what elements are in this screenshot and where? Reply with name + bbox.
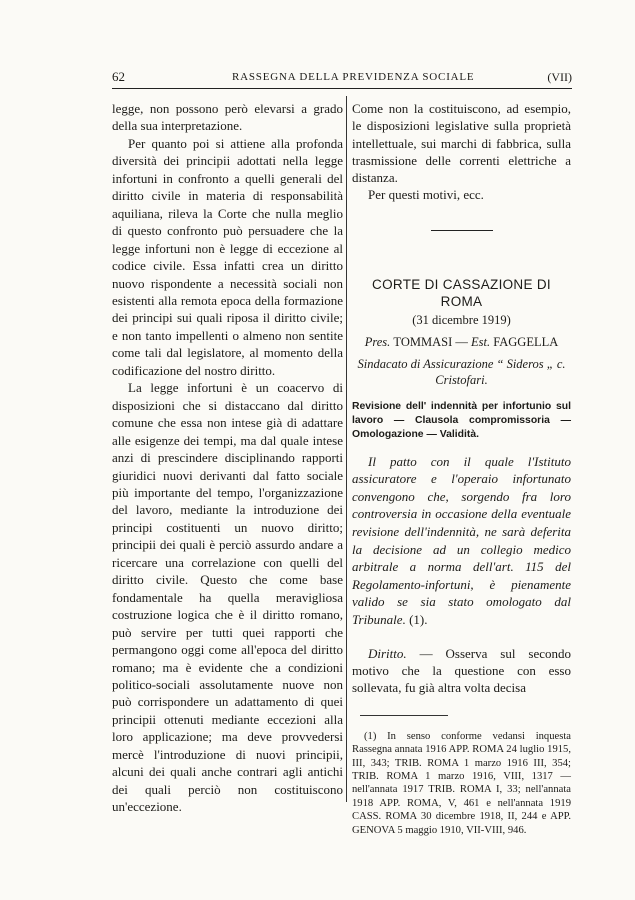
paragraph: Per quanto poi si attiene alla profonda diversità dei principii adottati nella legge infortuni in confronto a quelli generali del diritto civile in materia di responsabilità aquiliana, rileva la Corte che nulla meglio di questo confronto può persuadere che la legge infortuni non è legge di eccezione al codice civile. Essa infatti crea un diritto nuovo rispondente a necessità sociali non esistenti alla remota epoca della formazione dei principi sui quali riposa il diritto civile; e non tanto impellenti o almeno non sentite come tali dal legislatore, al momento della codificazione del nostro diritto. bbox=[112, 135, 343, 378]
extensor-name: FAGGELLA bbox=[493, 334, 559, 349]
right-column bbox=[352, 100, 571, 837]
paragraph-continued: Come non la costituiscono, ad esempio, le disposizioni legislative sulla proprietà intellettuale, sui marchi di fabbrica, sulla trasmissione delle correnti elettriche a distanza. bbox=[352, 101, 571, 186]
closing-formula: Per questi motivi, ecc. bbox=[368, 187, 484, 203]
president-name: TOMMASI bbox=[393, 334, 453, 349]
extensor-label: Est. bbox=[470, 334, 491, 349]
footnote: (1) In senso conforme vedansi inquesta Rassegna annata 1916 APP. ROMA 24 luglio 1915, III, 343; TRIB. ROMA 1 marzo 1916 III, 354; TRIB. ROMA 1 marzo 1916, VIII, 1317 — nell'annata 1917 TRIB. ROMA I, 33; nell'annata 1918 APP. ROMA, V, 461 e nell'annata 1919 CASS. ROMA 30 dicembre 1918, II, 244 e APP. GENOVA 5 maggio 1910, VII-VIII, 946. bbox=[352, 730, 571, 836]
section-number: (VII) bbox=[547, 70, 572, 84]
paragraph-continued: legge, non possono però elevarsi a grado della sua interpretazione. bbox=[112, 101, 343, 134]
running-title: RASSEGNA DELLA PREVIDENZA SOCIALE bbox=[232, 71, 475, 83]
case-parties: Sindacato di Assicurazione “ Sideros „ c. Cristofari. bbox=[357, 356, 566, 387]
court-heading: CORTE DI CASSAZIONE DI ROMA bbox=[372, 276, 551, 310]
footnote-reference: (1). bbox=[409, 611, 428, 627]
paragraph: La legge infortuni è un coacervo di disposizioni che si distaccano dal diritto comune che essa non intese già di adattare alle esigenze dei tempi, ma dal quale intese anzi di prescindere disciplinando rapporti giuridici nuovi derivanti dal fatto sociale più importante del tempo, l'organizzazione del lavoro, mediante la introduzione dei principi costituenti un nuovo diritto; principii dei quali è perciò assurdo andare a ricercare una correlazione con quelli del diritto civile. Questo che come base fondamentale ha quella meravigliosa costruzione logica che è il diritto romano, può servire per tutti quei rapporti che permangono oggi come all'epoca del diritto romano; ma è evidente che a condizioni politico-sociali assolutamente nuove non può corrispondere un adattamento di quei principii ottenuti mediante eccezioni alla loro applicazione; ma deve provvedersi mercè l'introduzione di nuovi principii, alcuni dei quali anche contrari agli antichi dei quali perciò non costituiscono un'eccezione. bbox=[112, 380, 343, 815]
reasoning-paragraph bbox=[352, 645, 571, 697]
diritto-text: — Osserva sul secondo motivo che la questione con esso sollevata, fu già altra volta decisa bbox=[352, 645, 571, 696]
maxim-text: Il patto con il quale l'Istituto assicuratore e l'operaio infortunato convengono che, sorgendo fra loro controversia in occasione della eventuale revisione dell'indennità, ne sarà deferita la decisione ad un collegio medico arbitrale a norma dell'art. 115 del Regolamento-infortuni, è pienamente valido se sia stato omologato dal Tribunale. bbox=[352, 453, 571, 627]
judges-line: Pres. TOMMASI — Est. FAGGELLA bbox=[364, 334, 559, 349]
running-header bbox=[112, 69, 572, 87]
legal-maxim bbox=[352, 453, 571, 629]
left-column bbox=[112, 100, 343, 816]
section-separator bbox=[431, 230, 493, 231]
footnote-rule bbox=[360, 715, 448, 716]
case-summary: Revisione dell' indennità per infortunio sul lavoro — Clausola compromissoria — Omologazione — Validità. bbox=[352, 400, 571, 441]
page-number: 62 bbox=[112, 69, 125, 84]
decision-date: (31 dicembre 1919) bbox=[412, 313, 511, 328]
column-divider bbox=[346, 96, 347, 802]
header-rule bbox=[112, 88, 572, 89]
president-label: Pres. bbox=[364, 334, 391, 349]
diritto-label: Diritto. bbox=[368, 645, 407, 661]
